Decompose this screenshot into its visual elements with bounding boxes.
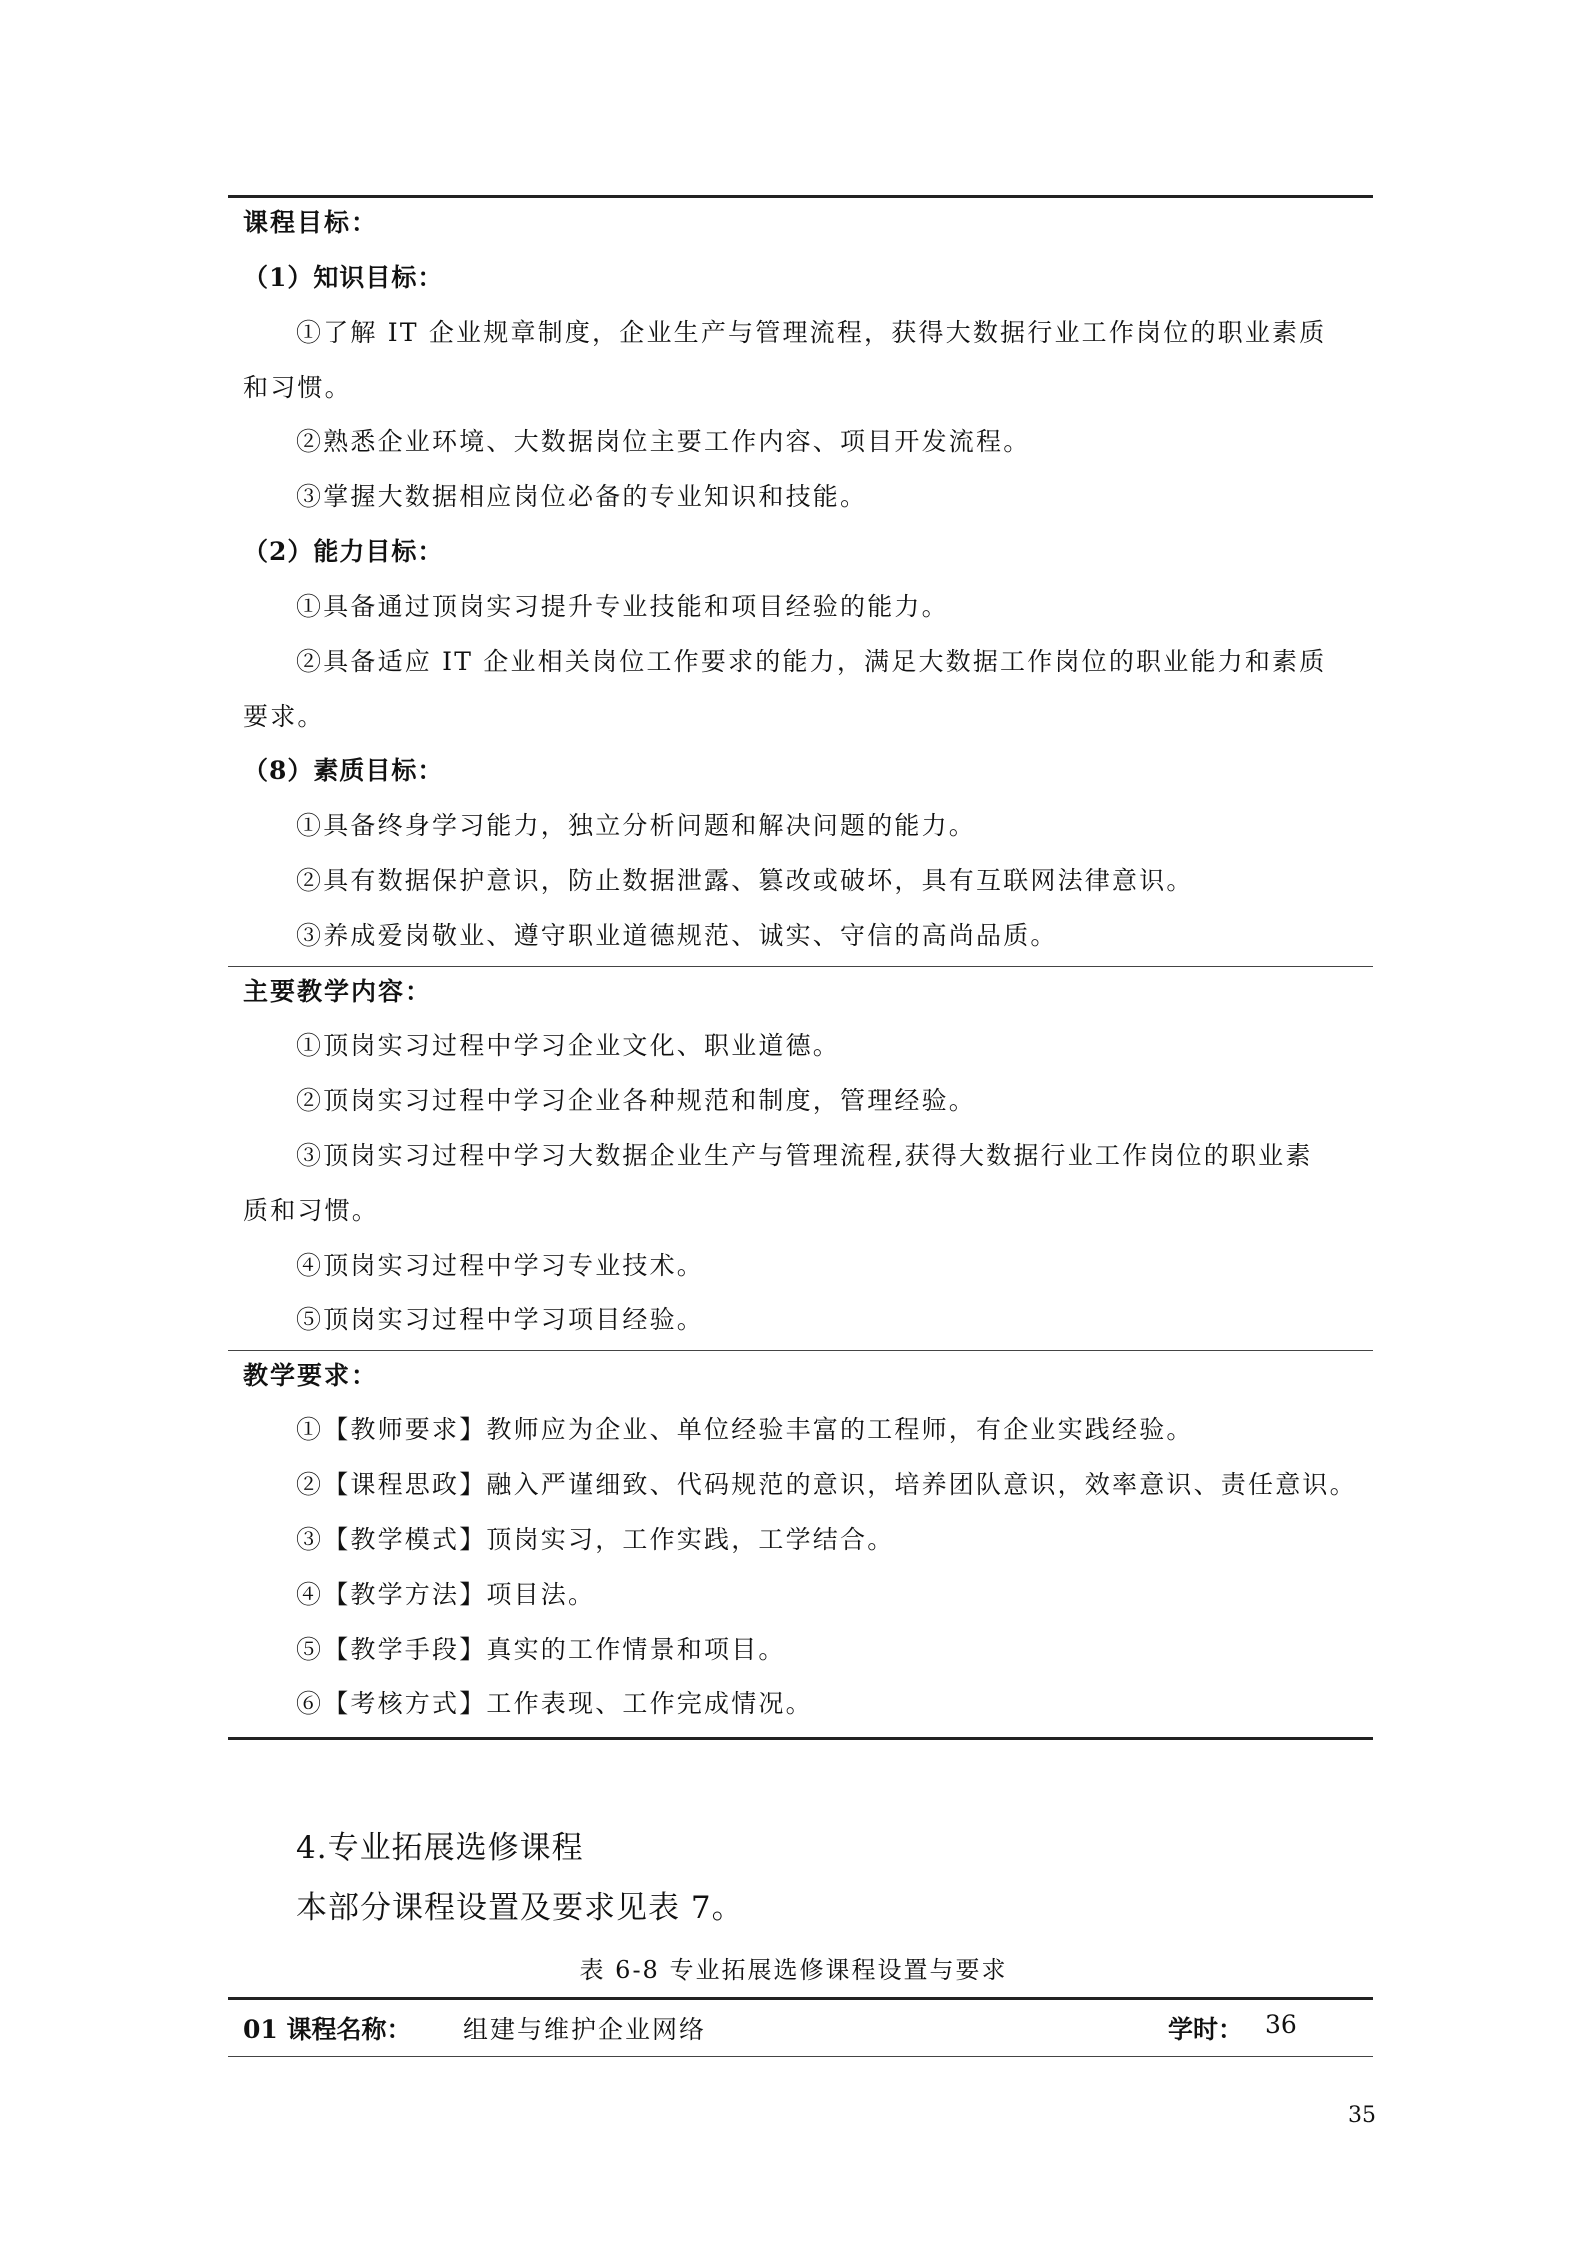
row-divider bbox=[228, 966, 1373, 967]
table-caption: 表 6-8 专业拓展选修课程设置与要求 bbox=[579, 1956, 1008, 1984]
section-text: 本部分课程设置及要求见表 7。 bbox=[296, 1890, 744, 1926]
knowledge-goals-title: （1）知识目标： bbox=[243, 263, 444, 292]
page-number: 35 bbox=[1348, 2103, 1376, 2128]
knowledge-item-1-cont: 和习惯。 bbox=[243, 373, 352, 402]
ability-item-2-cont: 要求。 bbox=[243, 702, 325, 731]
content-item-4: ④顶岗实习过程中学习专业技术。 bbox=[296, 1251, 705, 1280]
hours-label: 学时： bbox=[1168, 2015, 1244, 2044]
ability-item-1: ①具备通过顶岗实习提升专业技能和项目经验的能力。 bbox=[296, 592, 949, 621]
requirements-heading: 教学要求： bbox=[243, 1361, 379, 1390]
table-bottom-rule bbox=[228, 1737, 1373, 1740]
requirement-item-6: ⑥【考核方式】工作表现、工作完成情况。 bbox=[296, 1689, 813, 1718]
requirement-item-4: ④【教学方法】项目法。 bbox=[296, 1580, 596, 1609]
content-item-1: ①顶岗实习过程中学习企业文化、职业道德。 bbox=[296, 1031, 841, 1060]
table-top-rule bbox=[228, 195, 1373, 198]
requirement-item-2: ②【课程思政】融入严谨细致、代码规范的意识，培养团队意识，效率意识、责任意识。 bbox=[296, 1470, 1357, 1499]
knowledge-item-2: ②熟悉企业环境、大数据岗位主要工作内容、项目开发流程。 bbox=[296, 427, 1031, 456]
knowledge-item-3: ③掌握大数据相应岗位必备的专业知识和技能。 bbox=[296, 482, 868, 511]
knowledge-item-1: ①了解 IT 企业规章制度，企业生产与管理流程，获得大数据行业工作岗位的职业素质 bbox=[296, 318, 1327, 347]
course-row-divider bbox=[228, 2056, 1373, 2057]
content-heading: 主要教学内容： bbox=[243, 977, 433, 1006]
requirement-item-3: ③【教学模式】顶岗实习，工作实践，工学结合。 bbox=[296, 1525, 895, 1554]
quality-goals-title: （8）素质目标： bbox=[243, 756, 444, 785]
ability-item-2: ②具备适应 IT 企业相关岗位工作要求的能力，满足大数据工作岗位的职业能力和素质 bbox=[296, 647, 1327, 676]
ability-goals-title: （2）能力目标： bbox=[243, 537, 444, 566]
goals-heading: 课程目标： bbox=[243, 208, 379, 237]
hours-value: 36 bbox=[1265, 2010, 1297, 2039]
content-item-2: ②顶岗实习过程中学习企业各种规范和制度，管理经验。 bbox=[296, 1086, 977, 1115]
quality-item-3: ③养成爱岗敬业、遵守职业道德规范、诚实、守信的高尚品质。 bbox=[296, 921, 1058, 950]
content-item-3: ③顶岗实习过程中学习大数据企业生产与管理流程,获得大数据行业工作岗位的职业素 bbox=[296, 1141, 1313, 1170]
section-title: 4.专业拓展选修课程 bbox=[296, 1830, 584, 1866]
row-divider bbox=[228, 1350, 1373, 1351]
course-table-top-rule bbox=[228, 1997, 1373, 2000]
quality-item-2: ②具有数据保护意识，防止数据泄露、篡改或破坏，具有互联网法律意识。 bbox=[296, 866, 1194, 895]
course-name-label: 01 课程名称： bbox=[243, 2015, 412, 2044]
course-name-value: 组建与维护企业网络 bbox=[463, 2015, 707, 2044]
content-item-5: ⑤顶岗实习过程中学习项目经验。 bbox=[296, 1305, 705, 1334]
requirement-item-1: ①【教师要求】教师应为企业、单位经验丰富的工程师，有企业实践经验。 bbox=[296, 1415, 1194, 1444]
quality-item-1: ①具备终身学习能力，独立分析问题和解决问题的能力。 bbox=[296, 811, 977, 840]
content-item-3-cont: 质和习惯。 bbox=[243, 1196, 380, 1225]
requirement-item-5: ⑤【教学手段】真实的工作情景和项目。 bbox=[296, 1635, 786, 1664]
